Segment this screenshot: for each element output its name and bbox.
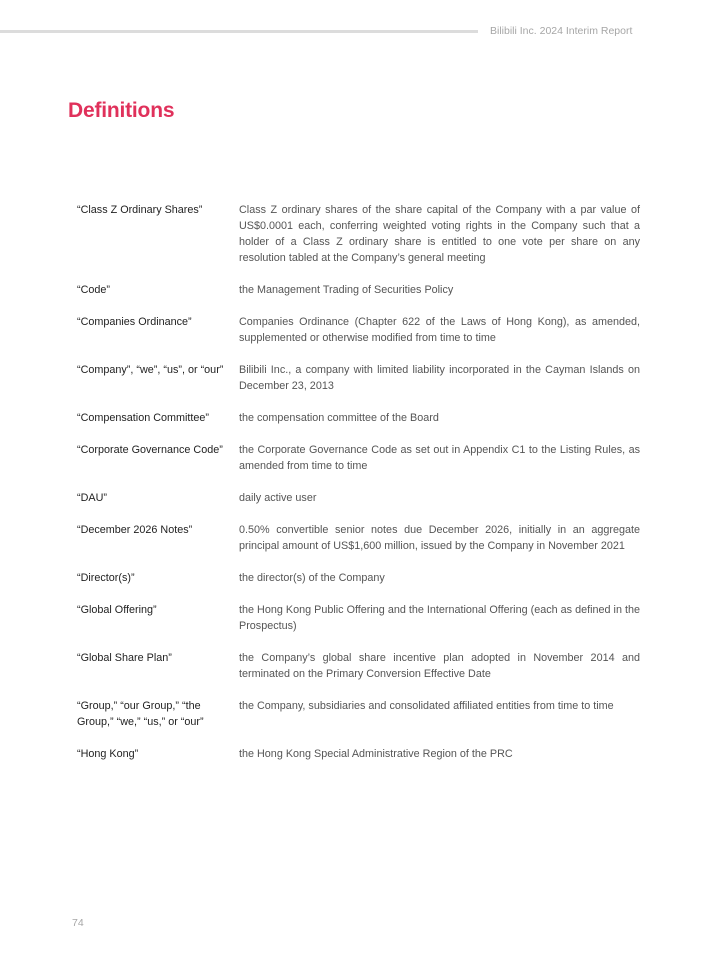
definition-text: the director(s) of the Company [239, 572, 385, 584]
definition-text: Class Z ordinary shares of the share capital of the Company with a par value of US$0.0001 each, conferring weighted voting rights in the Company such that a holder of a Class Z ordinary share is entitled to one vote per share on any resolution tabled at the Company’s general meeting [239, 204, 640, 264]
definition-text: the compensation committee of the Board [239, 412, 439, 424]
definition-term: “DAU” [77, 492, 107, 504]
definition-row [77, 650, 640, 682]
definition-text: daily active user [239, 492, 317, 504]
definition-term: “Director(s)” [77, 572, 135, 584]
definition-row [77, 746, 640, 762]
definition-text: the Management Trading of Securities Policy [239, 284, 454, 296]
definition-row [77, 442, 640, 474]
definition-term: “Group,” “our Group,” “the Group,” “we,” “us,” or “our” [77, 700, 204, 728]
definition-text: 0.50% convertible senior notes due December 2026, initially in an aggregate principal amount of US$1,600 million, issued by the Company in November 2021 [239, 524, 640, 552]
definition-term: “Company”, “we”, “us”, or “our” [77, 364, 224, 376]
definition-text: the Company’s global share incentive plan adopted in November 2014 and terminated on the Primary Conversion Effective Date [239, 652, 640, 680]
definition-term: “Code” [77, 284, 111, 296]
definition-term: “Companies Ordinance” [77, 316, 192, 328]
report-title: Bilibili Inc. 2024 Interim Report [490, 25, 633, 37]
definition-row [77, 362, 640, 394]
definition-row [77, 314, 640, 346]
page-number: 74 [72, 917, 84, 929]
definition-text: the Hong Kong Special Administrative Region of the PRC [239, 748, 513, 760]
definition-term: “Corporate Governance Code” [77, 444, 223, 456]
definition-term: “December 2026 Notes” [77, 524, 193, 536]
definitions-list [77, 202, 640, 778]
page-title: Definitions [68, 99, 175, 122]
definition-row [77, 410, 640, 426]
definition-term: “Compensation Committee” [77, 412, 210, 424]
definition-row [77, 490, 640, 506]
definition-term: “Global Offering” [77, 604, 157, 616]
definition-text: the Company, subsidiaries and consolidated affiliated entities from time to time [239, 700, 614, 712]
definition-text: Companies Ordinance (Chapter 622 of the Laws of Hong Kong), as amended, supplemented or otherwise modified from time to time [239, 316, 640, 344]
definition-row [77, 570, 640, 586]
definition-row [77, 522, 640, 554]
definition-term: “Global Share Plan” [77, 652, 172, 664]
definition-text: the Hong Kong Public Offering and the International Offering (each as defined in the Prospectus) [239, 604, 640, 632]
definition-text: Bilibili Inc., a company with limited liability incorporated in the Cayman Islands on December 23, 2013 [239, 364, 640, 392]
definition-row [77, 202, 640, 266]
definition-row [77, 282, 640, 298]
header-rule [0, 30, 478, 33]
definition-term: “Class Z Ordinary Shares” [77, 204, 203, 216]
definition-term: “Hong Kong” [77, 748, 139, 760]
definition-row [77, 698, 640, 730]
definition-row [77, 602, 640, 634]
definition-text: the Corporate Governance Code as set out in Appendix C1 to the Listing Rules, as amended from time to time [239, 444, 640, 472]
